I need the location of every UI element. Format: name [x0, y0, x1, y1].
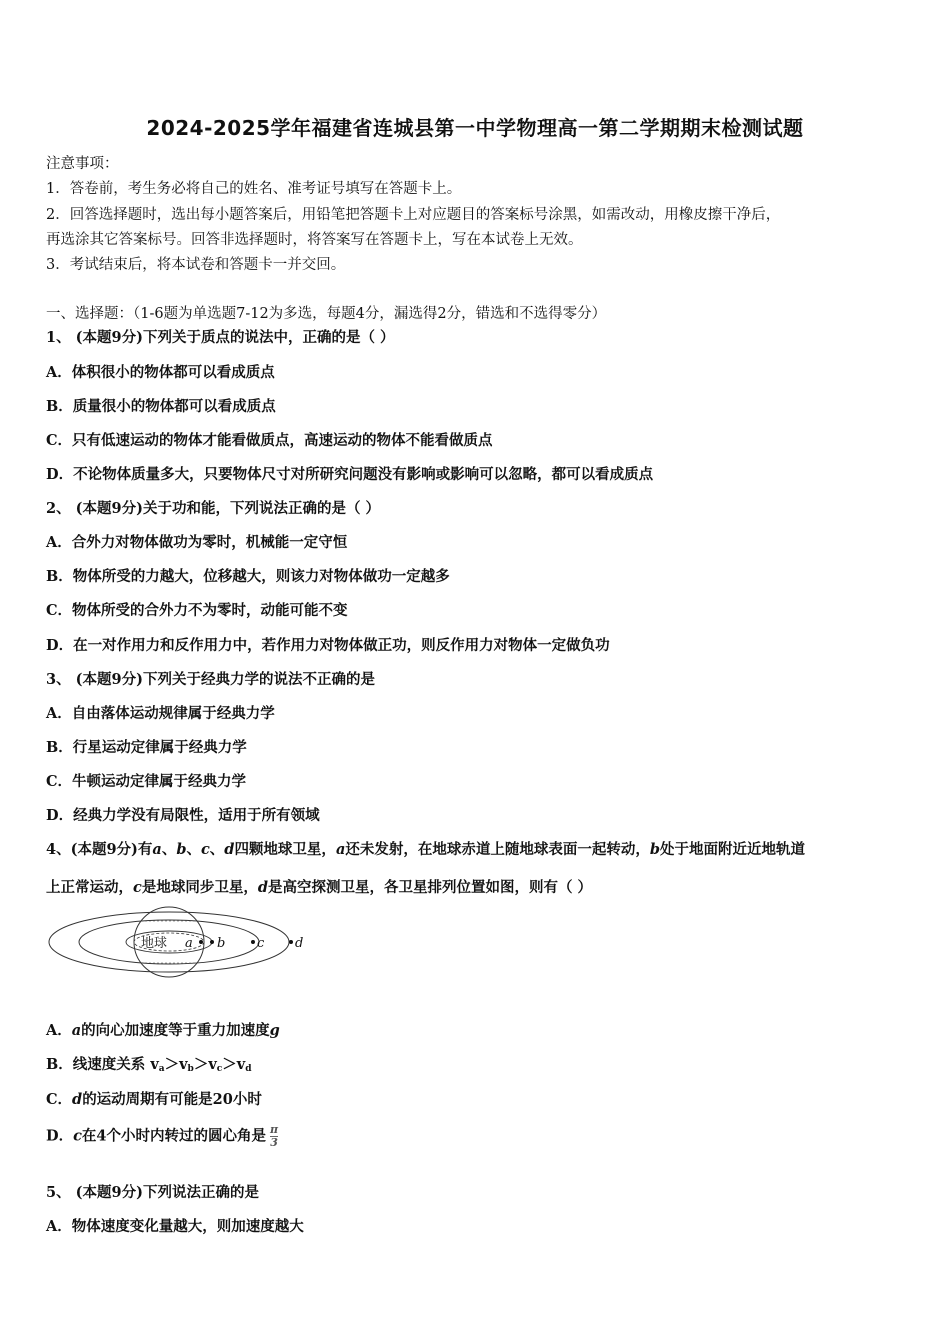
var-b: b: [649, 841, 660, 858]
option-text: 的向心加速度等于重力加速度: [81, 1022, 270, 1039]
question-5-option-a: A．物体速度变化量越大，则加速度越大: [46, 1218, 304, 1235]
satellite-c-dot: [251, 940, 255, 944]
question-3-option-b: B．行星运动定律属于经典力学: [46, 739, 247, 756]
var-c: c: [73, 1127, 82, 1145]
q4-stem-s1: 四颗地球卫星，: [234, 841, 336, 858]
greater-than-v: ＞v: [193, 1056, 217, 1073]
var-g: g: [269, 1022, 280, 1039]
satellite-d-dot: [289, 940, 293, 944]
option-text: 的运动周期有可能是20小时: [82, 1091, 262, 1108]
question-2-stem: 2、 (本题9分)关于功和能，下列说法正确的是（ ）: [46, 500, 380, 517]
separator: 、: [161, 841, 177, 858]
var-a: a: [71, 1022, 82, 1039]
var-d: d: [257, 879, 268, 896]
option-text: 在4个小时内转过的圆心角是: [81, 1127, 267, 1145]
var-c: c: [200, 841, 210, 858]
option-prefix: C．: [46, 1091, 73, 1108]
q4-stem-s5: 是地球同步卫星，: [141, 879, 258, 896]
question-4-option-d: [46, 1124, 278, 1149]
question-2-option-d: D．在一对作用力和反作用力中，若作用力对物体做正功，则反作用力对物体一定做负功: [46, 637, 610, 654]
q4-stem-prefix: 4、(本题9分)有: [46, 841, 153, 858]
pi-over-3-fraction: [270, 1124, 278, 1149]
question-1-option-b: B．质量很小的物体都可以看成质点: [46, 398, 276, 415]
option-prefix: B．: [46, 1056, 73, 1073]
question-1-option-d: D．不论物体质量多大，只要物体尺寸对所研究问题没有影响或影响可以忽略，都可以看成质点: [46, 466, 654, 483]
subscript-b: b: [187, 1064, 194, 1074]
orbit-c: [79, 920, 259, 964]
var-a: a: [335, 841, 346, 858]
var-d: d: [72, 1091, 83, 1108]
option-prefix: D．: [46, 1127, 74, 1145]
subscript-c: c: [216, 1064, 223, 1074]
notice-item: 2．回答选择题时，选出每小题答案后，用铅笔把答题卡上对应题目的答案标号涂黑，如需改动，用橡皮擦干净后，: [46, 207, 781, 223]
q4-stem-s2: 还未发射，在地球赤道上随地球表面一起转动，: [345, 841, 650, 858]
notice-heading: 注意事项：: [46, 156, 119, 172]
question-3-option-a: A．自由落体运动规律属于经典力学: [46, 705, 275, 722]
satellite-b-label: b: [217, 936, 226, 951]
var-c: c: [133, 879, 142, 896]
var-a: a: [152, 841, 162, 858]
option-prefix: A．: [46, 1022, 72, 1039]
question-3-stem: 3、 (本题9分)下列关于经典力学的说法不正确的是: [46, 671, 375, 688]
question-4-option-a: [46, 1019, 280, 1040]
subscript-d: d: [245, 1064, 252, 1074]
satellite-a-label: a: [185, 936, 193, 951]
separator: 、: [186, 841, 201, 858]
fraction-denominator: 3: [270, 1136, 278, 1149]
notice-item: 3．考试结束后，将本试卷和答题卡一并交回。: [46, 257, 346, 273]
question-1-option-c: C．只有低速运动的物体才能看做质点，高速运动的物体不能看做质点: [46, 432, 493, 449]
q4-stem-s4: 上正常运动，: [46, 879, 133, 896]
var-d: d: [224, 841, 235, 858]
option-text: 线速度关系 v: [72, 1056, 159, 1073]
question-3-option-c: C．牛顿运动定律属于经典力学: [46, 773, 247, 790]
satellite-b-dot: [210, 940, 214, 944]
notice-item: 1．答卷前，考生务必将自己的姓名、准考证号填写在答题卡上。: [46, 181, 462, 197]
fraction-numerator: π: [270, 1123, 279, 1136]
question-4-option-b: [46, 1053, 251, 1074]
satellite-d-label: d: [295, 936, 304, 951]
satellite-c-label: c: [257, 936, 265, 951]
question-5-stem: 5、 (本题9分)下列说法正确的是: [46, 1184, 259, 1201]
q4-stem-s6: 是高空探测卫星，各卫星排列位置如图，则有（ ）: [267, 879, 593, 896]
satellite-a-dot: [199, 940, 203, 944]
subscript-a: a: [158, 1064, 165, 1074]
section-heading: 一、选择题：（1-6题为单选题7-12为多选，每题4分，漏选得2分，错选和不选得零分）: [46, 306, 607, 322]
greater-than-v: ＞v: [222, 1056, 246, 1073]
q4-stem-s3: 处于地面附近近地轨道: [659, 841, 805, 858]
exam-title: 2024-2025学年福建省连城县第一中学物理高一第二学期期末检测试题: [146, 116, 804, 140]
question-2-option-b: B．物体所受的力越大，位移越大，则该力对物体做功一定越多: [46, 568, 450, 585]
question-1-stem: 1、 (本题9分)下列关于质点的说法中，正确的是（ ）: [46, 329, 395, 346]
var-b: b: [176, 841, 187, 858]
question-2-option-a: A．合外力对物体做功为零时，机械能一定守恒: [46, 534, 348, 551]
notice-item: 再选涂其它答案标号。回答非选择题时，将答案写在答题卡上，写在本试卷上无效。: [46, 232, 583, 248]
question-3-option-d: D．经典力学没有局限性，适用于所有领域: [46, 807, 320, 824]
separator: 、: [209, 841, 225, 858]
question-4-stem-line2: [46, 876, 592, 897]
question-4-stem-line1: [46, 838, 805, 859]
greater-than-v: ＞v: [164, 1056, 188, 1073]
question-2-option-c: C．物体所受的合外力不为零时，动能可能不变: [46, 602, 348, 619]
question-1-option-a: A．体积很小的物体都可以看成质点: [46, 364, 275, 381]
earth-label: 地球: [141, 936, 168, 951]
question-4-option-c: [46, 1088, 262, 1109]
satellite-orbit-figure: [44, 906, 314, 986]
